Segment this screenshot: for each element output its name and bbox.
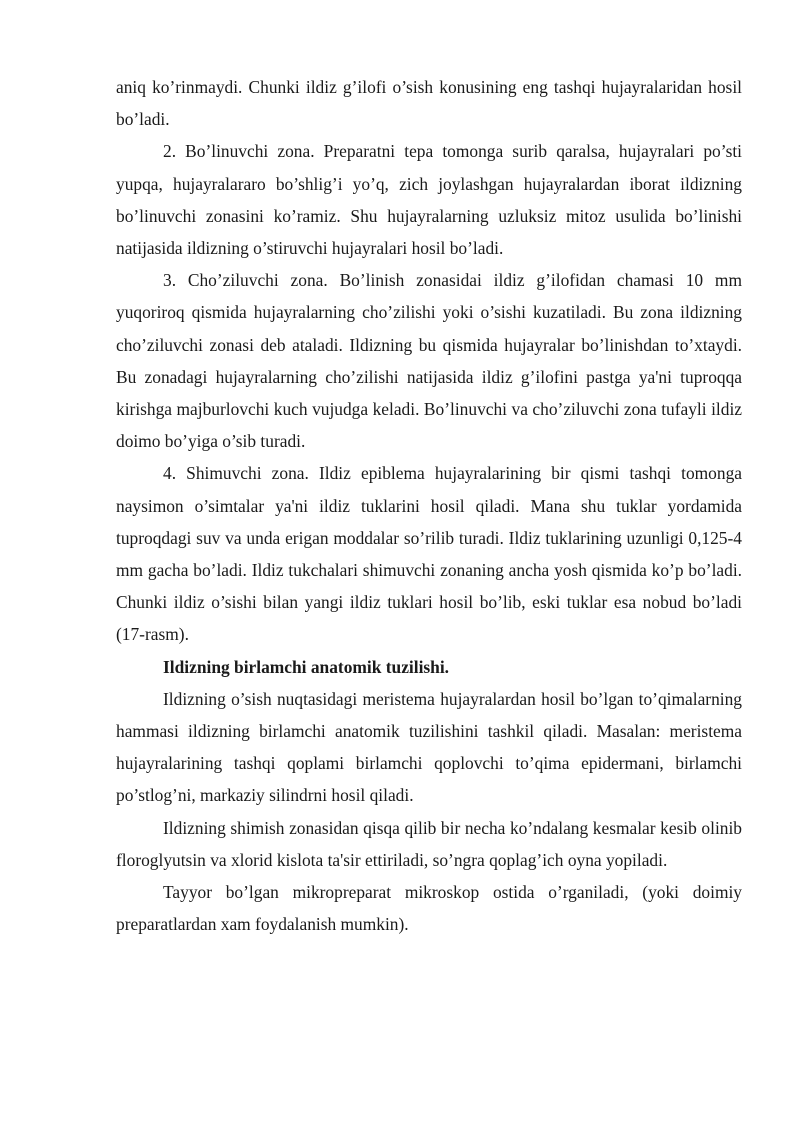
paragraph-cross-section: Ildizning shimish zonasidan qisqa qilib bir necha ko’ndalang kesmalar kesib olinib floroglyutsin va xlorid kislota ta'sir ettiriladi, so’ngra qoplag’ich oyna yopiladi.: [116, 817, 742, 870]
paragraph-primary-structure: Ildizning o’sish nuqtasidagi meristema hujayralardan hosil bo’lgan to’qimalarning hammasi ildizning birlamchi anatomik tuzilishini tashkil qiladi. Masalan: meristema hujayralarining tashqi qoplami birlamchi qoplovchi to’qima epidermani, birlamchi po’stlog’ni, markaziy silindrni hosil qiladi.: [116, 688, 742, 806]
paragraph-continuation: aniq ko’rinmaydi. Chunki ildiz g’ilofi o’sish konusining eng tashqi hujayralaridan hosil bo’ladi.: [116, 77, 742, 130]
document-body: [116, 71, 742, 940]
paragraph-microscope: Tayyor bo’lgan mikropreparat mikroskop ostida o’rganiladi, (yoki doimiy preparatlardan xam foydalanish mumkin).: [116, 882, 742, 935]
section-heading: Ildizning birlamchi anatomik tuzilishi.: [163, 656, 450, 677]
paragraph-dividing-zone: 2. Bo’linuvchi zona. Preparatni tepa tomonga surib qaralsa, hujayralari po’sti yupqa, hujayralararo bo’shlig’i yo’q, zich joylashgan hujayralardan iborat ildizning bo’linuvchi zonasini ko’ramiz. Shu hujayralarning uzluksiz mitoz usulida bo’linishi natijasida ildizning o’stiruvchi hujayralari hosil bo’ladi.: [116, 141, 742, 259]
paragraph-absorption-zone: 4. Shimuvchi zona. Ildiz epiblema hujayralarining bir qismi tashqi tomonga naysimon o’simtalar ya'ni ildiz tuklarini hosil qiladi. Mana shu tuklar yordamida tuproqdagi suv va unda erigan moddalar so’rilib turadi. Ildiz tuklarining uzunligi 0,125-4 mm gacha bo’ladi. Ildiz tukchalari shimuvchi zonaning ancha yosh qismida ko’p bo’ladi. Chunki ildiz o’sishi bilan yangi ildiz tuklari hosil bo’lib, eski tuklar esa nobud bo’ladi (17-rasm).: [116, 463, 742, 645]
paragraph-elongation-zone: 3. Cho’ziluvchi zona. Bo’linish zonasidai ildiz g’ilofidan chamasi 10 mm yuqoriroq qismida hujayralarning cho’zilishi yoki o’sishi kuzatiladi. Bu zona ildizning cho’ziluvchi zonasi deb ataladi. Ildizning bu qismida hujayralar bo’linishdan to’xtaydi. Bu zonadagi hujayralarning cho’zilishi natijasida ildiz g’ilofini pastga ya'ni tuproqqa kirishga majburlovchi kuch vujudga keladi. Bo’linuvchi va cho’ziluvchi zona tufayli ildiz doimo bo’yiga o’sib turadi.: [116, 270, 742, 452]
